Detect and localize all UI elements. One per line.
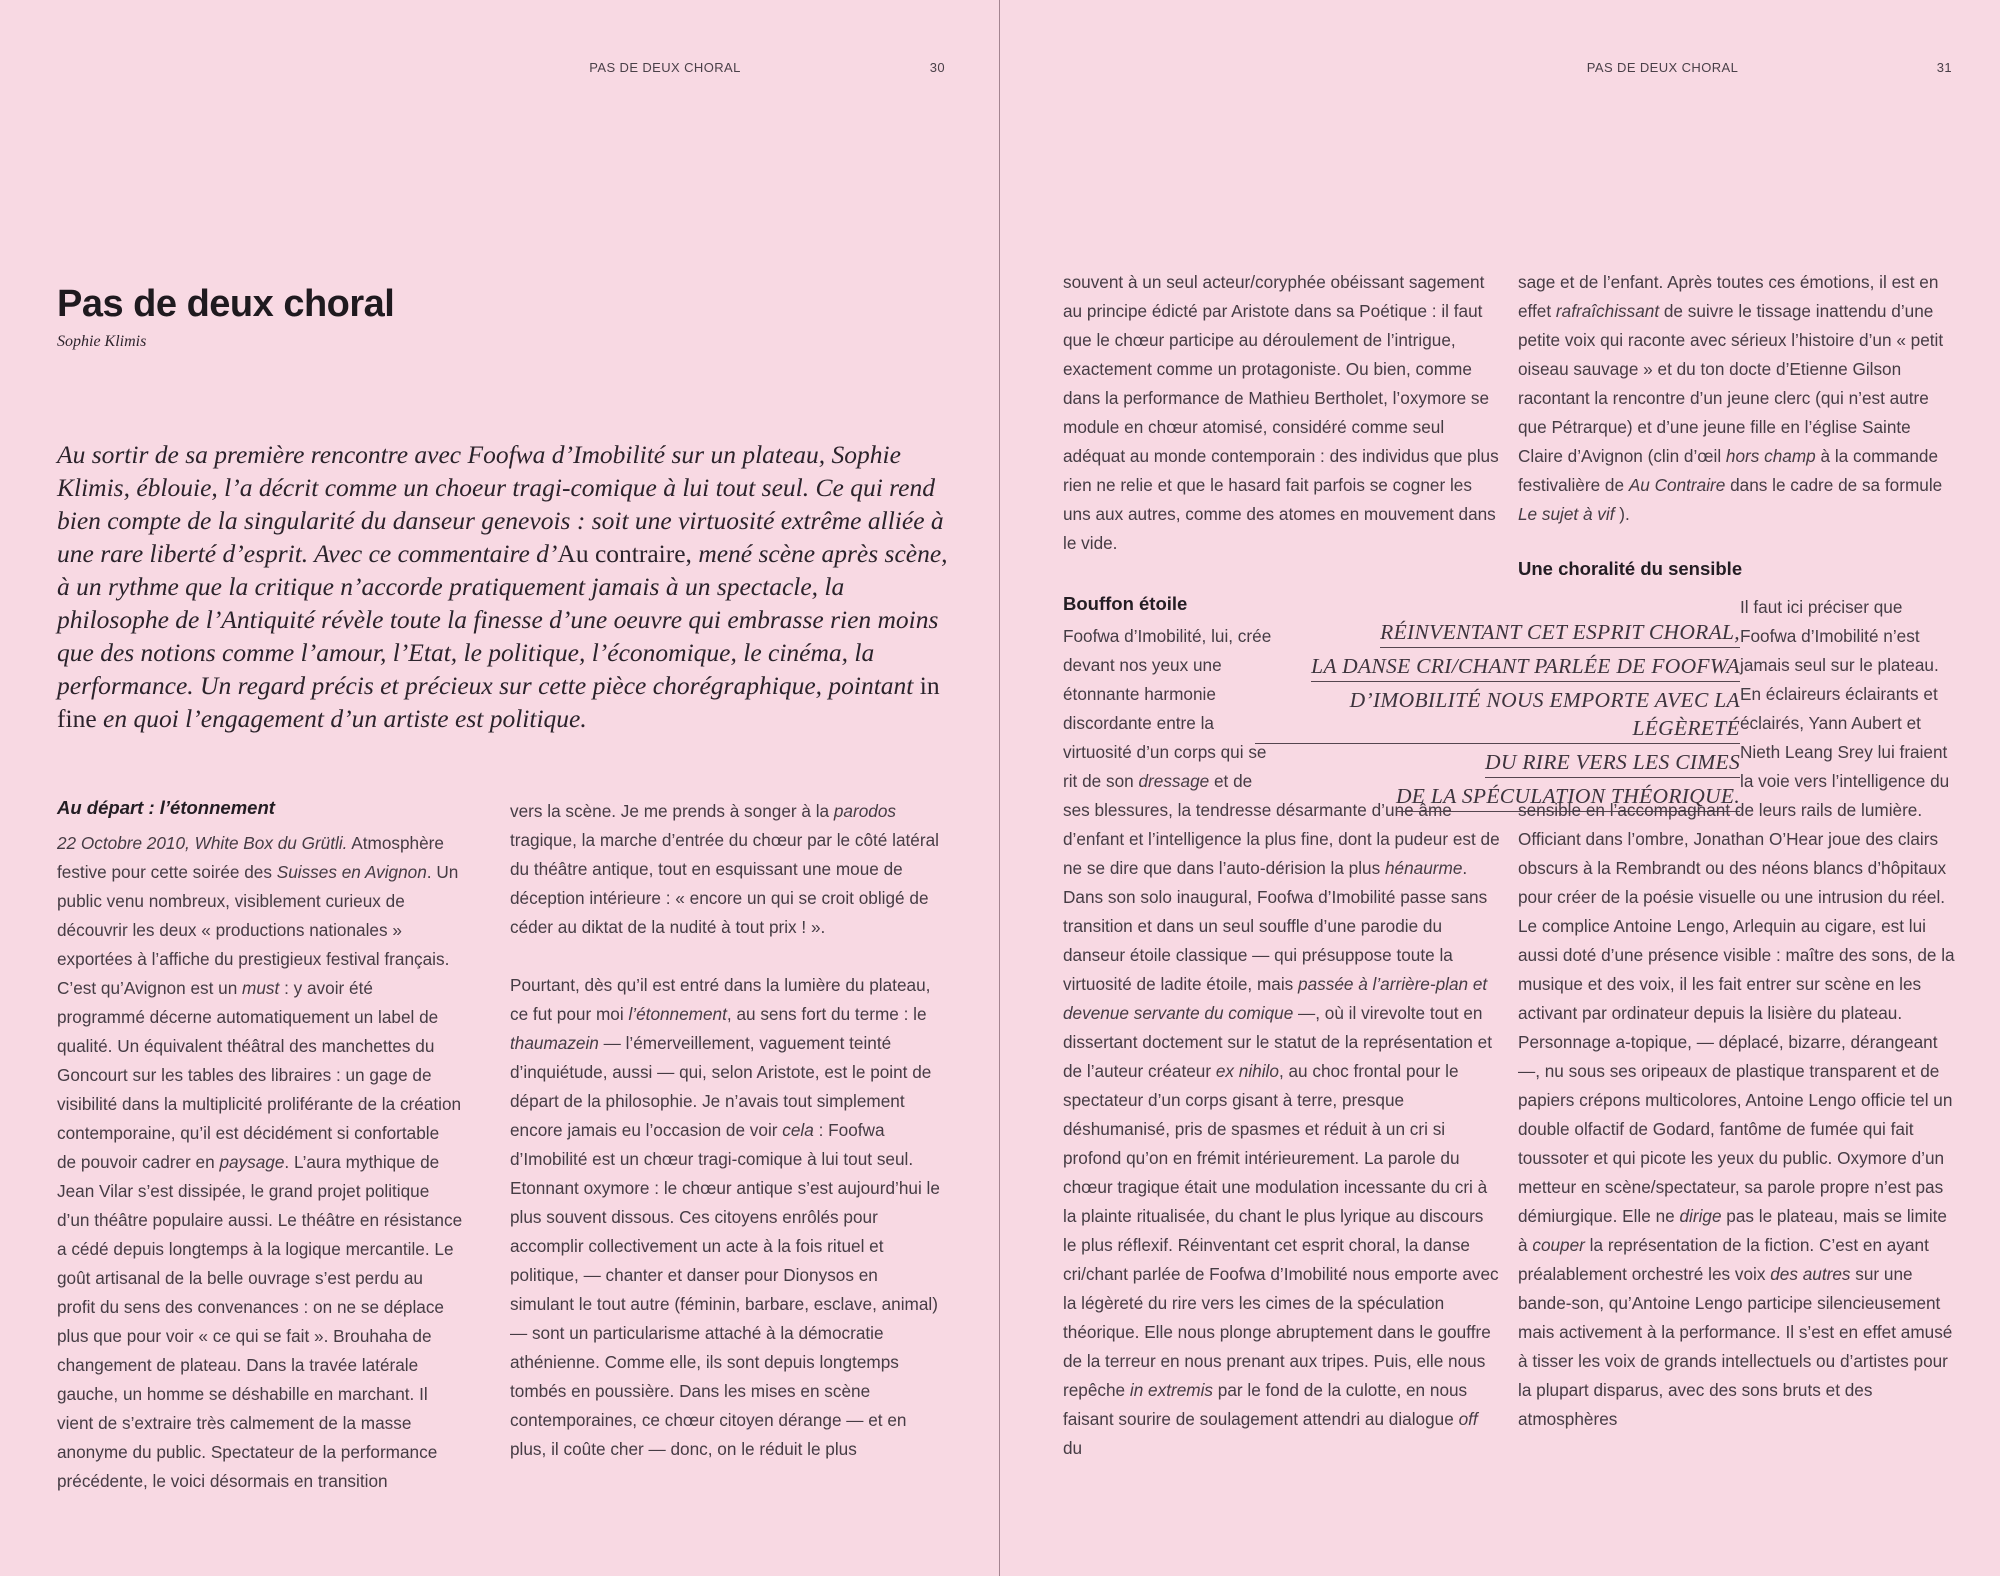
right-page-column-2-top: [1518, 268, 1955, 529]
body-paragraph: Foofwa d’Imobilité, lui, crée devant nos yeux une étonnante harmonie discordante entre la virtuosité d’un corps qui se rit de son dressage et de ses blessures, la tendresse désarmante d’une âme d’enfant et l’intelligence la plus fine, dont la pudeur est de ne se dire que dans l’auto-dérision la plus hénaurme. Dans son solo inaugural, Foofwa d’Imobilité passe sans transition et dans un seul souffle d’une parodie du danseur étoile classique — qui présuppose toute la virtuosité de ladite étoile, mais passée à l’arrière-plan et devenue servante du comique —, où il virevolte tout en dissertant doctement sur le statut de la représentation et de l’auteur créateur ex nihilo, au choc frontal pour le spectateur d’un corps gisant à terre, presque déshumanisé, pris de spasmes et réduit à un cri si profond qu’on en frémit intérieurement. La parole du chœur tragique était une modulation incessante du cri à la plainte ritualisée, du chant le plus lyrique au discours le plus réflexif. Réinventant cet esprit choral, la danse cri/chant parlée de Foofwa d’Imobilité nous emporte avec la légèreté du rire vers les cimes de la spéculation théorique. Elle nous plonge abruptement dans le gouffre de la terreur en nous prenant aux tripes. Puis, elle nous repêche in extremis par le fond de la culotte, en nous faisant sourire de soulagement attendri au dialogue off du: [1063, 626, 1500, 1458]
article-title: Pas de deux choral: [57, 283, 395, 326]
body-paragraph: vers la scène. Je me prends à songer à la parodos tragique, la marche d’entrée du chœur par le côté latéral du théâtre antique, tout en esquissant une moue de déception intérieure : « encore un qui se croit obligé de céder au diktat de la nudité à tout prix ! ».: [510, 801, 939, 937]
pull-quote-line: LA DANSE CRI/CHANT PARLÉE DE FOOFWA: [1255, 652, 1740, 682]
right-page-column-1-top: [1063, 268, 1500, 558]
section-heading-bouffon-etoile: Bouffon étoile: [1063, 593, 1188, 614]
right-page-column-2-bottom: [1518, 593, 1955, 1434]
section-heading-etonnement: Au départ : l’étonnement: [57, 797, 275, 818]
body-paragraph: sage et de l’enfant. Après toutes ces émotions, il est en effet rafraîchissant de suivre le tissage inattendu d’une petite voix qui raconte avec sérieux l’histoire d’un « petit oiseau sauvage » et du ton docte d’Etienne Gilson racontant la rencontre d’un jeune clerc (qui n’est autre que Pétrarque) et d’une jeune fille en l’église Sainte Claire d’Avignon (clin d’œil hors champ à la commande festivalière de Au Contraire dans le cadre de sa formule Le sujet à vif ).: [1518, 272, 1944, 524]
running-title-left: PAS DE DEUX CHORAL: [589, 60, 741, 75]
pull-quote-line: DU RIRE VERS LES CIMES: [1255, 748, 1740, 778]
running-title-right: PAS DE DEUX CHORAL: [1586, 60, 1739, 75]
intro-paragraph: Au sortir de sa première rencontre avec Foofwa d’Imobilité sur un plateau, Sophie Klimis, éblouie, l’a décrit comme un choeur tragi-comique à lui tout seul. Ce qui rend bien compte de la singularité du danseur genevois : soit une virtuosité extrême alliée à une rare liberté d’esprit. Avec ce commentaire d’Au contraire, mené scène après scène, à un rythme que la critique n’accorde pratiquement jamais à un spectacle, la philosophe de l’Antiquité révèle toute la finesse d’une oeuvre qui embrasse rien moins que des notions comme l’amour, l’Etat, le politique, l’économique, le cinéma, la performance. Un regard précis et précieux sur cette pièce chorégraphique, pointant in fine en quoi l’engagement d’un artiste est politique.: [57, 440, 948, 733]
section-heading-choralite: Une choralité du sensible: [1518, 558, 1743, 579]
body-paragraph: Pourtant, dès qu’il est entré dans la lumière du plateau, ce fut pour moi l’étonnement, au sens fort du terme : le thaumazein — l’émerveillement, vaguement teinté d’inquiétude, aussi — qui, selon Aristote, est le point de départ de la philosophie. Je n’avais tout simplement encore jamais eu l’occasion de voir cela : Foofwa d’Imobilité est un chœur tragi-comique à lui tout seul. Etonnant oxymore : le chœur antique s’est aujourd’hui le plus souvent dissous. Ces citoyens enrôlés pour accomplir collectivement un acte à la fois rituel et politique, — chanter et danser pour Dionysos en simulant le tout autre (féminin, barbare, esclave, animal) — sont un particularisme attaché à la démocratie athénienne. Comme elle, ils sont depuis longtemps tombés en poussière. Dans les mises en scène contemporaines, ce chœur citoyen dérange — et en plus, il coûte cher — donc, on le réduit le plus: [510, 975, 940, 1459]
pull-quote-line: DE LA SPÉCULATION THÉORIQUE.: [1255, 782, 1740, 812]
pull-quote-line: RÉINVENTANT CET ESPRIT CHORAL,: [1255, 618, 1740, 648]
pull-quote-wrap-spacer: [1518, 593, 1740, 796]
pull-quote-line: D’IMOBILITÉ NOUS EMPORTE AVEC LA LÉGÈRETÉ: [1255, 686, 1740, 744]
left-page-column-2: [510, 797, 942, 1464]
page-number-right: 31: [1936, 60, 1952, 75]
author-byline: Sophie Klimis: [57, 333, 147, 350]
left-page-column-1: [57, 829, 463, 1496]
body-paragraph: souvent à un seul acteur/coryphée obéissant sagement au principe édicté par Aristote dans sa Poétique : il faut que le chœur participe au déroulement de l’intrigue, exactement comme un protagoniste. Ou bien, comme dans la performance de Mathieu Bertholet, l’oxymore se module en chœur atomisé, considéré comme seul adéquat au monde contemporain : des individus que plus rien ne relie et que le hasard fait parfois se cogner les uns aux autres, comme des atomes en mouvement dans le vide.: [1063, 272, 1499, 553]
page-number-left: 30: [929, 60, 945, 75]
page-gutter-divider: [999, 0, 1000, 1576]
body-paragraph: Il faut ici préciser que Foofwa d’Imobilité n’est jamais seul sur le plateau. En éclaireurs éclairants et éclairés, Yann Aubert et Nieth Leang Srey lui fraient la voie vers l’intelligence du sensible en l’accompagnant de leurs rails de lumière. Officiant dans l’ombre, Jonathan O’Hear joue des clairs obscurs à la Rembrandt ou des néons blancs d’hôpitaux pour créer de la poésie visuelle ou une intrusion du réel. Le complice Antoine Lengo, Arlequin au cigare, est lui aussi doté d’une présence visible : maître des sons, de la musique et des voix, il les fait entrer sur scène en les activant par ordinateur depuis la lisière du plateau. Personnage a-topique, — déplacé, bizarre, dérangeant —, nu sous ses oripeaux de plastique transparent et de papiers crépons multicolores, Antoine Lengo officie tel un double olfactif de Godard, fantôme de fumée qui fait toussoter et qui picote les yeux du public. Oxymore d’un metteur en scène/spectateur, sa parole propre n’est pas démiurgique. Elle ne dirige pas le plateau, mais se limite à couper la représentation de la fiction. C’est en ayant préalablement orchestré les voix des autres sur une bande-son, qu’Antoine Lengo participe silencieusement mais activement à la performance. Il s’est en effet amusé à tisser les voix de grands intellectuels ou d’artistes pour la plupart disparus, avec des sons bruts et des atmosphères: [1518, 597, 1955, 1429]
body-paragraph: 22 Octobre 2010, White Box du Grütli. Atmosphère festive pour cette soirée des Suisses en Avignon. Un public venu nombreux, visiblement curieux de découvrir les deux « productions nationales » exportées à l’affiche du prestigieux festival français. C’est qu’Avignon est un must : y avoir été programmé décerne automatiquement un label de qualité. Un équivalent théâtral des manchettes du Goncourt sur les tables des libraires : un gage de visibilité dans la multiplicité proliférante de la création contemporaine, qu’il est décidément si confortable de pouvoir cadrer en paysage. L’aura mythique de Jean Vilar s’est dissipée, le grand projet politique d’un théâtre populaire aussi. Le théâtre en résistance a cédé depuis longtemps à la logique mercantile. Le goût artisanal de la belle ouvrage s’est perdu au profit du sens des convenances : on ne se déplace plus que pour voir « ce qui se fait ». Brouhaha de changement de plateau. Dans la travée latérale gauche, un homme se déshabille en marchant. Il vient de s’extraire très calmement de la masse anonyme du public. Spectateur de la performance précédente, le voici désormais en transition: [57, 833, 463, 1491]
